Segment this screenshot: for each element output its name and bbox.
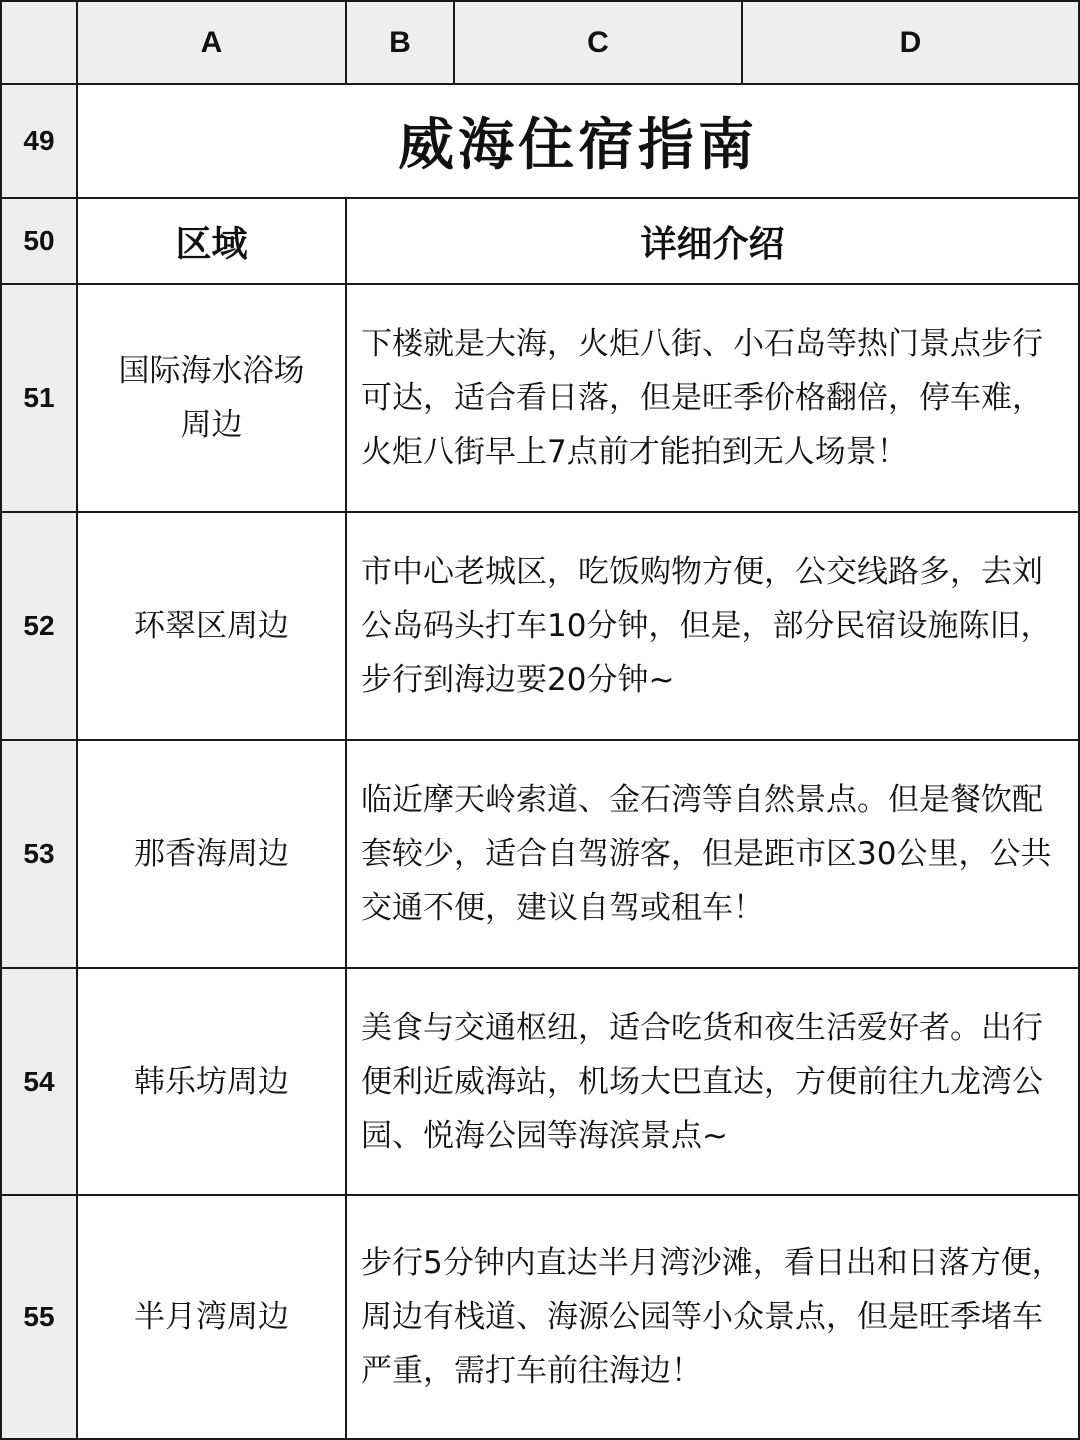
region-cell[interactable]: 国际海水浴场周边: [78, 285, 347, 513]
column-header-c[interactable]: C: [455, 0, 743, 85]
detail-cell[interactable]: 美食与交通枢纽，适合吃货和夜生活爱好者。出行便利近威海站，机场大巴直达，方便前往九龙湾公园、悦海公园等海滨景点~: [347, 969, 1080, 1196]
row-header-51[interactable]: 51: [0, 285, 78, 513]
corner-cell[interactable]: [0, 0, 78, 85]
region-cell[interactable]: 韩乐坊周边: [78, 969, 347, 1196]
row-header-54[interactable]: 54: [0, 969, 78, 1196]
region-cell[interactable]: 那香海周边: [78, 741, 347, 969]
detail-cell[interactable]: 市中心老城区，吃饭购物方便，公交线路多，去刘公岛码头打车10分钟，但是，部分民宿设施陈旧，步行到海边要20分钟~: [347, 513, 1080, 741]
column-header-b[interactable]: B: [347, 0, 455, 85]
row-header-55[interactable]: 55: [0, 1196, 78, 1440]
detail-cell[interactable]: 临近摩天岭索道、金石湾等自然景点。但是餐饮配套较少，适合自驾游客，但是距市区30公里，公共交通不便，建议自驾或租车！: [347, 741, 1080, 969]
region-header-cell[interactable]: 区域: [78, 199, 347, 285]
row-header-52[interactable]: 52: [0, 513, 78, 741]
detail-cell[interactable]: 步行5分钟内直达半月湾沙滩，看日出和日落方便，周边有栈道、海源公园等小众景点，但是旺季堵车严重，需打车前往海边！: [347, 1196, 1080, 1440]
region-cell[interactable]: 环翠区周边: [78, 513, 347, 741]
column-header-a[interactable]: A: [78, 0, 347, 85]
sheet-title[interactable]: 威海住宿指南: [78, 85, 1080, 199]
column-header-d[interactable]: D: [743, 0, 1080, 85]
row-header-50[interactable]: 50: [0, 199, 78, 285]
detail-cell[interactable]: 下楼就是大海，火炬八街、小石岛等热门景点步行可达，适合看日落，但是旺季价格翻倍，停车难，火炬八街早上7点前才能拍到无人场景！: [347, 285, 1080, 513]
detail-header-cell[interactable]: 详细介绍: [347, 199, 1080, 285]
region-cell[interactable]: 半月湾周边: [78, 1196, 347, 1440]
row-header-49[interactable]: 49: [0, 85, 78, 199]
row-header-53[interactable]: 53: [0, 741, 78, 969]
